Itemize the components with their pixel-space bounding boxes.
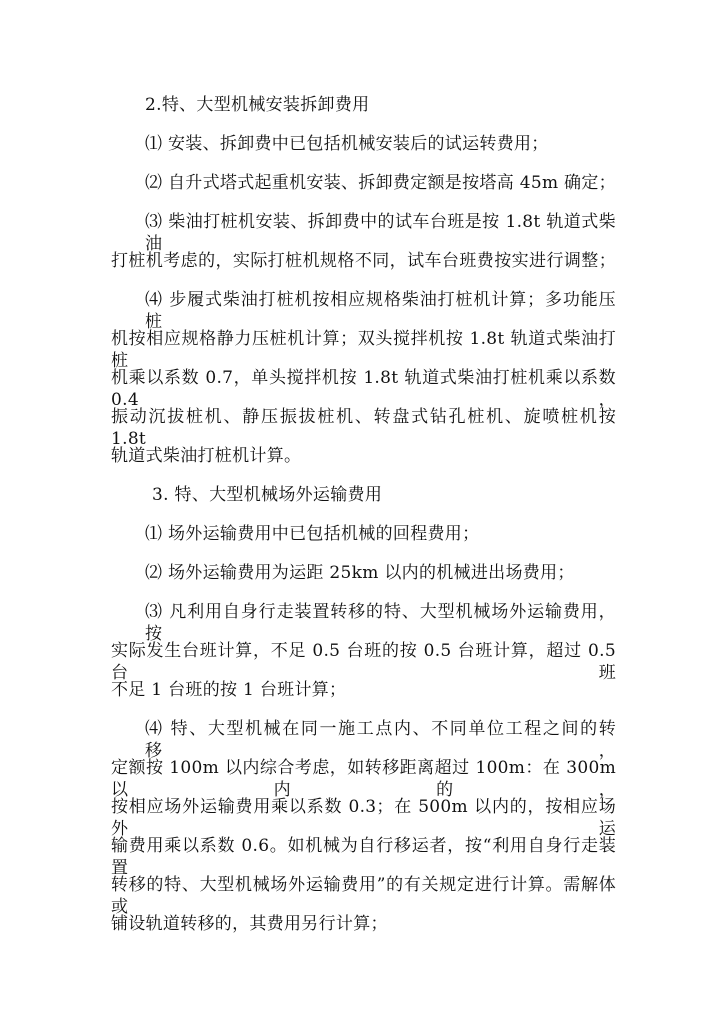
section-3-item-4-line-6: 铺设轨道转移的，其费用另行计算；	[111, 914, 388, 934]
section-3-item-4-line-4: 输费用乘以系数 0.6。如机械为自行移运者，按“利用自身行走装置	[111, 836, 616, 878]
section-2-item-3-line-1: ⑶ 柴油打桩机安装、拆卸费中的试车台班是按 1.8t 轨道式柴油	[145, 212, 616, 254]
section-2-item-4-line-4: 振动沉拔桩机、静压振拔桩机、转盘式钻孔桩机、旋喷桩机按 1.8t	[111, 407, 616, 449]
section-2-item-4-line-2: 机按相应规格静力压桩机计算；双头搅拌机按 1.8t 轨道式柴油打桩	[111, 329, 616, 371]
section-3-item-2: ⑵ 场外运输费用为运距 25km 以内的机械进出场费用；	[145, 563, 575, 583]
section-3-heading: 3. 特、大型机械场外运输费用	[152, 485, 383, 505]
section-2-item-2: ⑵ 自升式塔式起重机安装、拆卸费定额是按塔高 45m 确定；	[145, 173, 616, 193]
section-3-item-1: ⑴ 场外运输费用中已包括机械的回程费用；	[145, 524, 480, 544]
section-3-item-3-line-2: 实际发生台班计算，不足 0.5 台班的按 0.5 台班计算，超过 0.5 台班	[111, 641, 616, 683]
section-2-item-4-line-3: 机乘以系数 0.7，单头搅拌机按 1.8t 轨道式柴油打桩机乘以系数 0.4，	[111, 368, 616, 410]
section-2-item-4-line-1: ⑷ 步履式柴油打桩机按相应规格柴油打桩机计算；多功能压桩	[145, 290, 616, 332]
section-3-item-4-line-3: 按相应场外运输费用乘以系数 0.3；在 500m 以内的，按相应场外运	[111, 797, 616, 839]
section-2-heading: 2.特、大型机械安装拆卸费用	[145, 95, 370, 115]
section-3-item-4-line-5: 转移的特、大型机械场外运输费用”的有关规定进行计算。需解体或	[111, 875, 616, 917]
section-3-item-3-line-3: 不足 1 台班的按 1 台班计算；	[111, 680, 347, 700]
section-2-item-1: ⑴ 安装、拆卸费中已包括机械安装后的试运转费用；	[145, 134, 549, 154]
section-3-item-4-line-2: 定额按 100m 以内综合考虑，如转移距离超过 100m：在 300m 以内的，	[111, 758, 616, 800]
section-3-item-4-line-1: ⑷ 特、大型机械在同一施工点内、不同单位工程之间的转移，	[145, 719, 616, 761]
section-2-item-4-line-5: 轨道式柴油打桩机计算。	[111, 446, 302, 466]
section-3-item-3-line-1: ⑶ 凡利用自身行走装置转移的特、大型机械场外运输费用，按	[145, 602, 616, 644]
section-2-item-3-line-2: 打桩机考虑的，实际打桩机规格不同，试车台班费按实进行调整；	[111, 251, 616, 271]
